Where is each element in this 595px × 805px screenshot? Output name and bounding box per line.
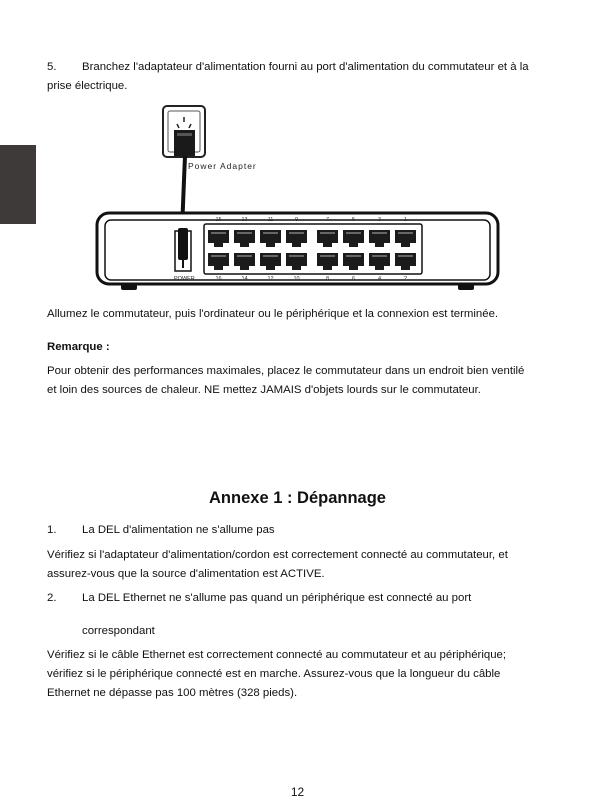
switch-illustration: [95, 100, 505, 300]
item-2-body-line1: Vérifiez si le câble Ethernet est correctement connecté au commutateur et au périphérique;: [47, 649, 507, 661]
remark-body: [47, 362, 567, 400]
step-5-line2: prise électrique.: [47, 80, 128, 92]
port-number-top: 13: [241, 217, 248, 223]
port-number-bottom: 4: [377, 276, 382, 282]
port-number-top: 9: [294, 217, 299, 223]
port-number-bottom: 10: [293, 276, 300, 282]
item-1-title: La DEL d'alimentation ne s'allume pas: [82, 524, 275, 536]
item-2-title-line1: La DEL Ethernet ne s'allume pas quand un périphérique est connecté au port: [82, 592, 472, 604]
item-1-body-line1: Vérifiez si l'adaptateur d'alimentation/cordon est correctement connecté au commutateur, et: [47, 549, 508, 561]
item-2-body-line2: vérifiez si le périphérique connecté est en marche. Assurez-vous que la longueur du câble: [47, 668, 501, 680]
port-number-top: 1: [403, 217, 408, 223]
item-1-body-line2: assurez-vous que la source d'alimentation est ACTIVE.: [47, 568, 325, 580]
side-tab-marker: [0, 145, 36, 224]
port-number-top: 15: [215, 217, 222, 223]
port-number-bottom: 14: [241, 276, 248, 282]
port-number-bottom: 12: [267, 276, 274, 282]
power-port-label: POWER: [174, 276, 195, 282]
item-2-number: 2.: [47, 592, 57, 604]
item-2-heading: [47, 589, 595, 608]
port-number-bottom: 2: [403, 276, 408, 282]
item-2-body: [47, 646, 567, 703]
step-5: [47, 58, 567, 96]
remark-heading: Remarque :: [47, 341, 110, 353]
item-2-body-line3: Ethernet ne dépasse pas 100 mètres (328 pieds).: [47, 687, 298, 699]
port-number-bottom: 6: [351, 276, 356, 282]
remark-line1: Pour obtenir des performances maximales, placez le commutateur dans un endroit bien ventilé: [47, 365, 525, 377]
power-adapter-plug: [174, 130, 195, 156]
setup-complete-text: Allumez le commutateur, puis l'ordinateur ou le périphérique et la connexion est terminée.: [47, 308, 499, 320]
item-1-heading: [47, 521, 595, 540]
annex-title: Annexe 1 : Dépannage: [209, 489, 386, 507]
port-number-bottom: 16: [215, 276, 222, 282]
port-number-top: 11: [267, 217, 274, 223]
port-number-top: 7: [325, 217, 330, 223]
power-adapter-label: Power Adapter: [188, 161, 257, 171]
item-1-body: [47, 546, 567, 584]
step-5-number: 5.: [47, 61, 57, 73]
page-number: 12: [290, 785, 305, 799]
item-1-number: 1.: [47, 524, 57, 536]
item-2-title-line2: correspondant: [82, 625, 155, 637]
step-5-line1: Branchez l'adaptateur d'alimentation fourni au port d'alimentation du commutateur et à la: [82, 61, 529, 73]
remark-line2: et loin des sources de chaleur. NE mettez JAMAIS d'objets lourds sur le commutateur.: [47, 384, 481, 396]
port-number-top: 5: [351, 217, 356, 223]
port-number-bottom: 8: [325, 276, 330, 282]
port-number-top: 3: [377, 217, 382, 223]
power-jack: [175, 228, 191, 271]
